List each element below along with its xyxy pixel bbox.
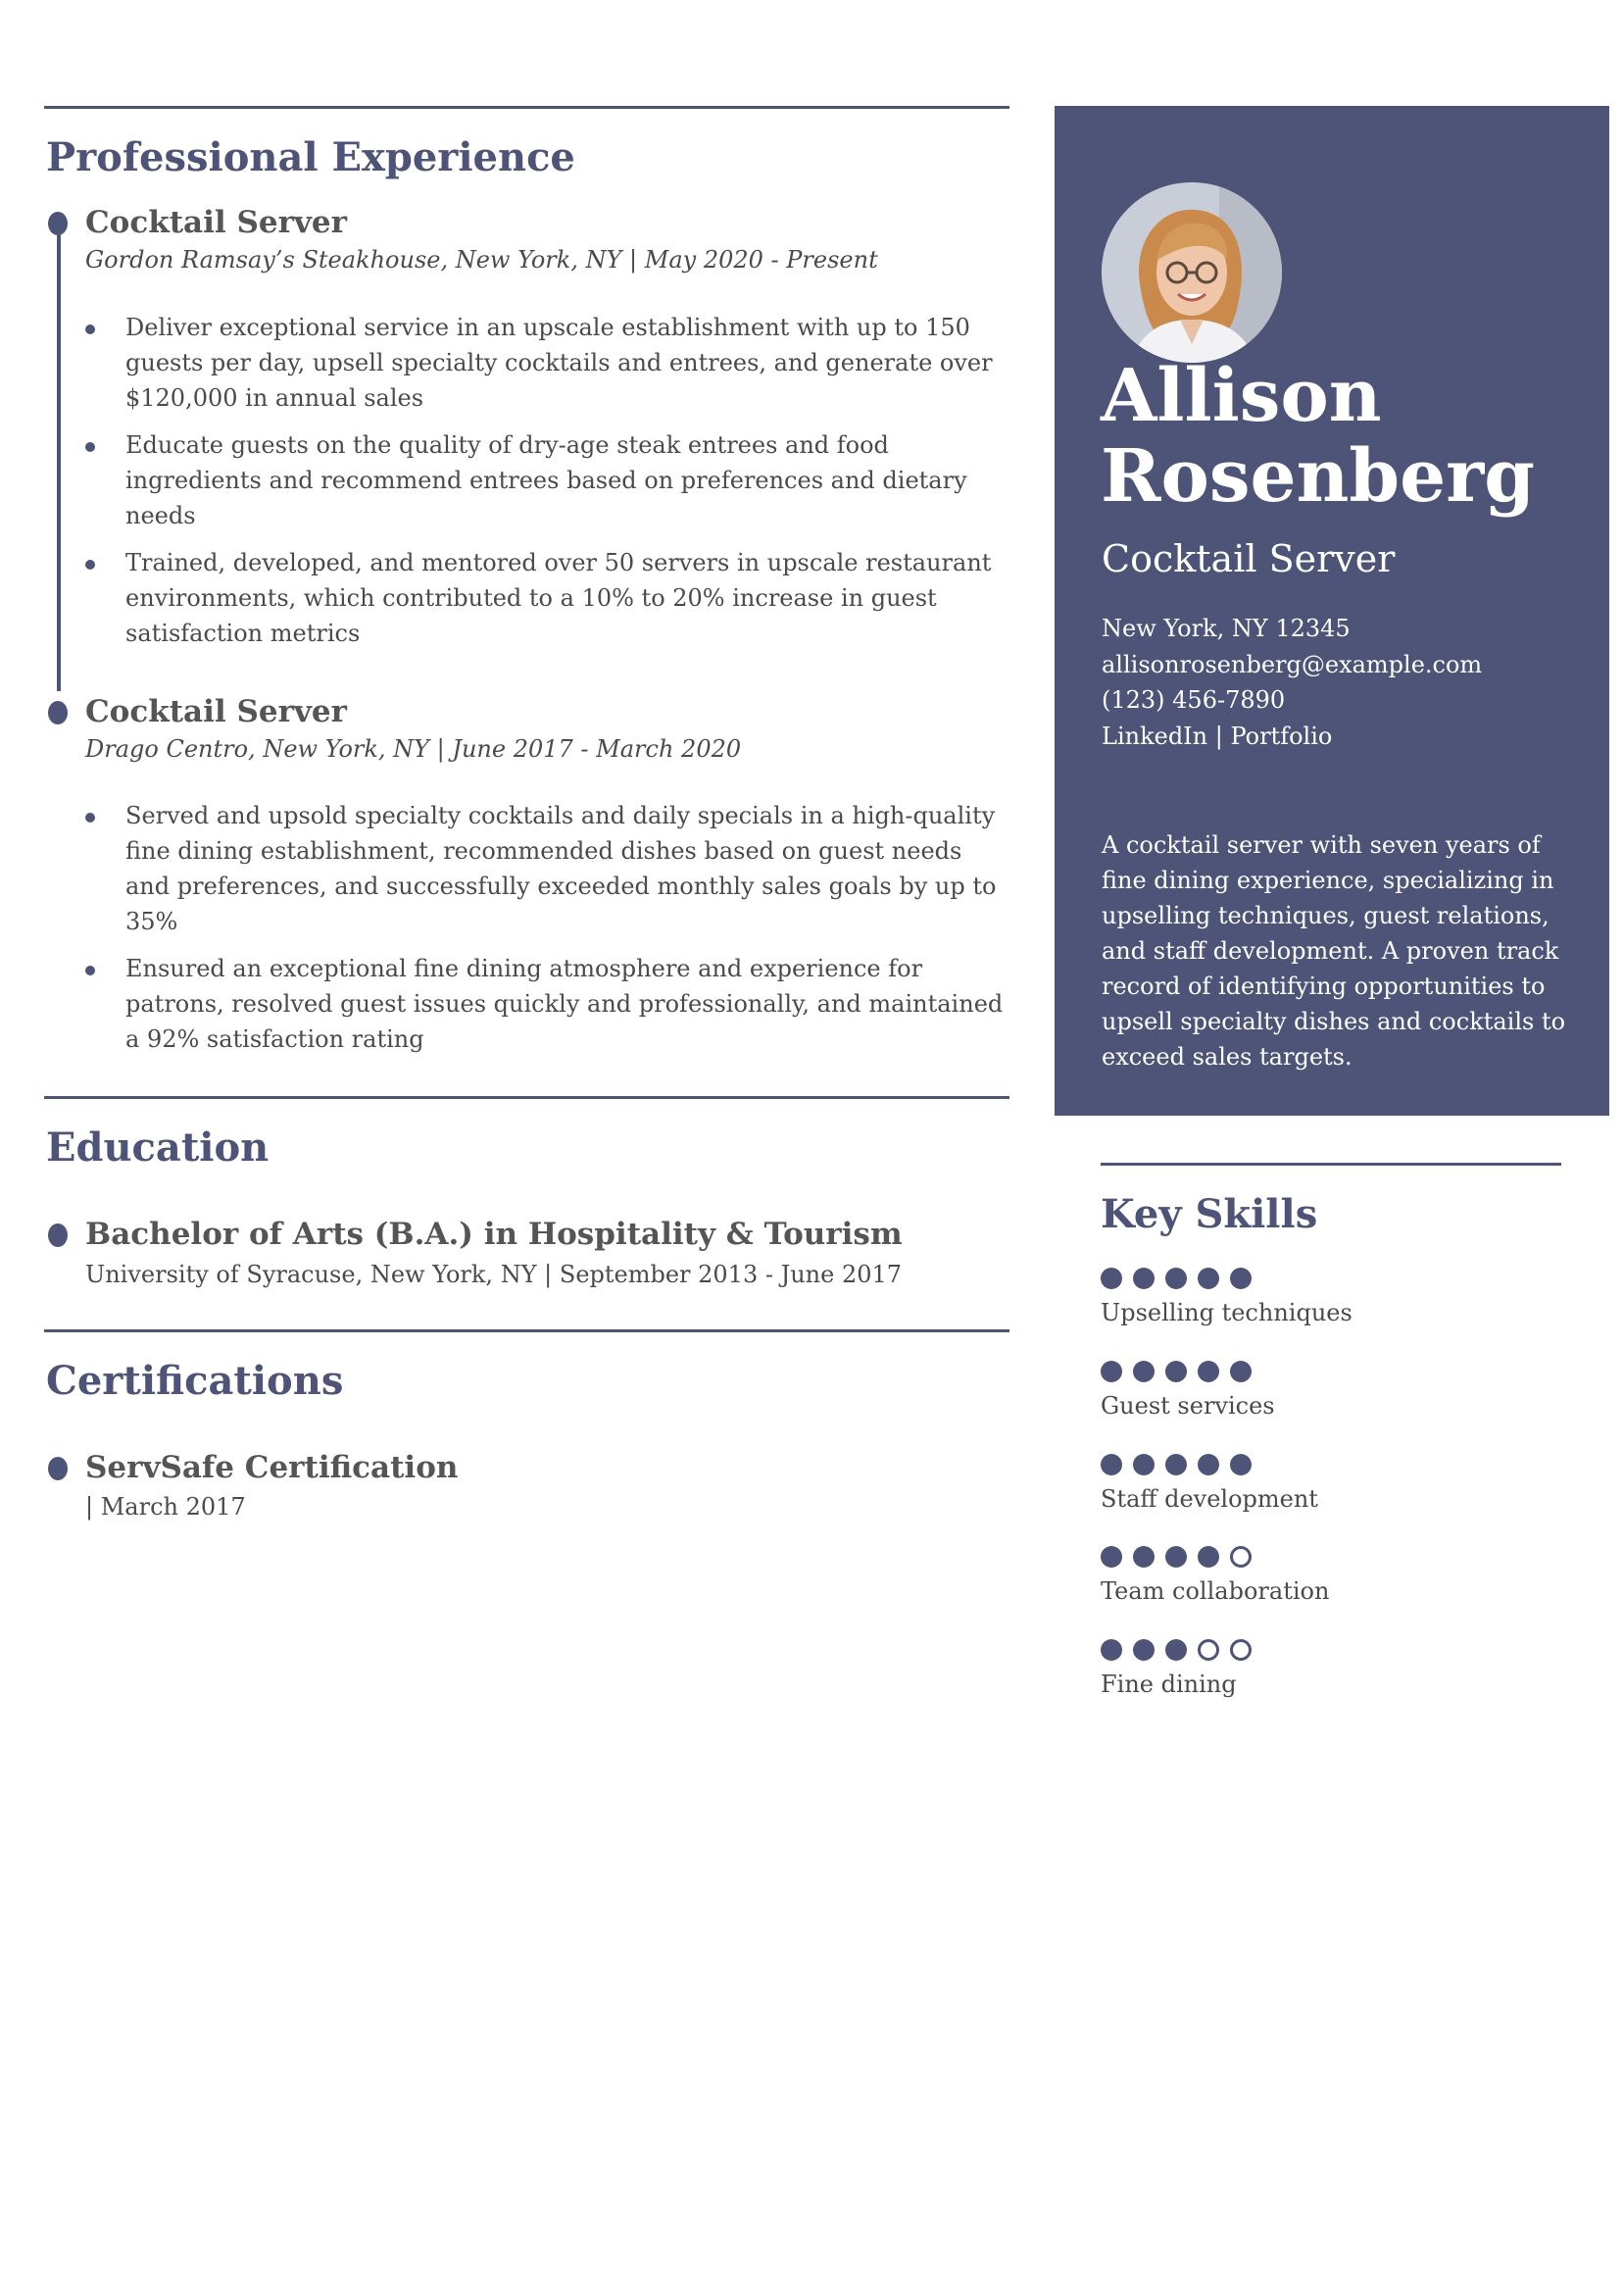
certification-title: ServSafe Certification bbox=[85, 1450, 459, 1486]
bullet-text: Deliver exceptional service in an upscale establishment with up to 150 guests per day, upsell specialty cocktails and entrees, and generate over $120,000 in annual sales bbox=[125, 313, 993, 412]
education-entry bbox=[44, 1215, 1009, 1290]
section-divider bbox=[1101, 1163, 1561, 1166]
candidate-role: Cocktail Server bbox=[1102, 537, 1396, 580]
job-bullets bbox=[85, 310, 1009, 651]
skill-label: Upselling techniques bbox=[1101, 1299, 1352, 1326]
skill-rating bbox=[1101, 1639, 1561, 1661]
job-entry bbox=[44, 692, 1009, 1058]
phone-number: (123) 456-7890 bbox=[1102, 686, 1286, 714]
skill-rating bbox=[1101, 1454, 1561, 1475]
skill-rating bbox=[1101, 1546, 1561, 1568]
rating-filled-dot-icon bbox=[1198, 1268, 1219, 1289]
rating-filled-dot-icon bbox=[1165, 1268, 1187, 1289]
rating-filled-dot-icon bbox=[1133, 1639, 1155, 1661]
education-heading: Education bbox=[46, 1124, 270, 1172]
timeline-dot bbox=[48, 212, 68, 235]
certification-entry bbox=[44, 1448, 1009, 1523]
job-employer-dates: Drago Centro, New York, NY | June 2017 - March 2020 bbox=[85, 734, 742, 763]
first-name: Allison bbox=[1101, 354, 1382, 438]
skill-item bbox=[1101, 1268, 1561, 1327]
rating-filled-dot-icon bbox=[1101, 1639, 1122, 1661]
rating-empty-dot-icon bbox=[1230, 1546, 1252, 1568]
rating-filled-dot-icon bbox=[1101, 1268, 1122, 1289]
experience-heading: Professional Experience bbox=[46, 134, 575, 180]
rating-filled-dot-icon bbox=[1165, 1546, 1187, 1568]
location: New York, NY 12345 bbox=[1102, 615, 1351, 642]
profile-sidebar bbox=[1055, 106, 1609, 1116]
rating-filled-dot-icon bbox=[1133, 1546, 1155, 1568]
rating-filled-dot-icon bbox=[1133, 1454, 1155, 1475]
skill-item bbox=[1101, 1361, 1561, 1421]
key-skills-heading: Key Skills bbox=[1101, 1191, 1318, 1237]
skill-label: Team collaboration bbox=[1101, 1577, 1330, 1606]
bullet-item bbox=[85, 798, 1009, 939]
rating-filled-dot-icon bbox=[1198, 1546, 1219, 1568]
main-column bbox=[44, 106, 1009, 1523]
certifications-section bbox=[44, 1329, 1009, 1523]
job-title: Cocktail Server bbox=[85, 205, 347, 240]
last-name: Rosenberg bbox=[1101, 434, 1535, 519]
section-divider bbox=[44, 1329, 1009, 1332]
bullet-item bbox=[85, 545, 1009, 651]
key-skills-section bbox=[1101, 1163, 1561, 1699]
rating-filled-dot-icon bbox=[1198, 1454, 1219, 1475]
entry-dot bbox=[48, 1223, 68, 1247]
rating-filled-dot-icon bbox=[1230, 1268, 1252, 1289]
job-bullets bbox=[85, 798, 1009, 1057]
job-entry bbox=[44, 203, 1009, 651]
rating-empty-dot-icon bbox=[1198, 1639, 1219, 1661]
rating-filled-dot-icon bbox=[1101, 1546, 1122, 1568]
candidate-name bbox=[1101, 356, 1591, 517]
skill-rating bbox=[1101, 1361, 1561, 1382]
section-divider bbox=[44, 106, 1009, 109]
skill-item bbox=[1101, 1546, 1561, 1606]
job-employer-dates: Gordon Ramsay’s Steakhouse, New York, NY | May 2020 - Present bbox=[85, 246, 878, 275]
job-title: Cocktail Server bbox=[85, 693, 347, 729]
bullet-item bbox=[85, 427, 1009, 533]
contact-info bbox=[1102, 611, 1482, 754]
education-section bbox=[44, 1096, 1009, 1290]
skill-rating bbox=[1101, 1268, 1561, 1289]
timeline-dot bbox=[48, 701, 68, 724]
rating-filled-dot-icon bbox=[1133, 1268, 1155, 1289]
rating-filled-dot-icon bbox=[1133, 1361, 1155, 1382]
profile-photo bbox=[1102, 182, 1282, 363]
email-link[interactable]: allisonrosenberg@example.com bbox=[1102, 650, 1483, 678]
rating-filled-dot-icon bbox=[1165, 1639, 1187, 1661]
certification-date: | March 2017 bbox=[85, 1493, 246, 1522]
rating-filled-dot-icon bbox=[1165, 1361, 1187, 1382]
bullet-text: Ensured an exceptional fine dining atmosphere and experience for patrons, resolved guest issues quickly and professionally, and maintained a 92% satisfaction rating bbox=[125, 955, 1004, 1054]
bullet-text: Educate guests on the quality of dry-age steak entrees and food ingredients and recommend entrees based on preferences and dietary needs bbox=[125, 430, 967, 529]
certifications-heading: Certifications bbox=[46, 1358, 344, 1405]
bullet-icon bbox=[85, 324, 95, 334]
school-dates: University of Syracuse, New York, NY | September 2013 - June 2017 bbox=[85, 1260, 903, 1288]
rating-filled-dot-icon bbox=[1165, 1454, 1187, 1475]
rating-filled-dot-icon bbox=[1230, 1454, 1252, 1475]
rating-filled-dot-icon bbox=[1101, 1361, 1122, 1382]
bullet-text: Served and upsold specialty cocktails and daily specials in a high-quality fine dining establishment, recommended dishes based on guest needs and preferences, and successfully exceeded monthly sales goals by up to 35% bbox=[125, 802, 997, 936]
section-divider bbox=[44, 1096, 1009, 1099]
skill-item bbox=[1101, 1454, 1561, 1514]
degree-title: Bachelor of Arts (B.A.) in Hospitality & Tourism bbox=[85, 1217, 903, 1253]
bullet-text: Trained, developed, and mentored over 50 servers in upscale restaurant environments, which contributed to a 10% to 20% increase in guest satisfaction metrics bbox=[125, 548, 992, 647]
rating-filled-dot-icon bbox=[1198, 1361, 1219, 1382]
skill-label: Fine dining bbox=[1101, 1671, 1237, 1699]
entry-dot bbox=[48, 1457, 68, 1480]
rating-empty-dot-icon bbox=[1230, 1639, 1252, 1661]
bullet-icon bbox=[85, 560, 95, 570]
person-portrait-icon bbox=[1102, 182, 1282, 363]
bullet-icon bbox=[85, 442, 95, 452]
bullet-item bbox=[85, 951, 1009, 1057]
skill-label: Staff development bbox=[1101, 1484, 1318, 1513]
profile-links[interactable]: LinkedIn | Portfolio bbox=[1102, 722, 1333, 750]
profile-summary: A cocktail server with seven years of fine dining experience, specializing in upselling techniques, guest relations, and staff development. A proven track record of identifying opportunities to upsell specialty dishes and cocktails to exceed sales targets. bbox=[1102, 831, 1566, 1071]
skill-label: Guest services bbox=[1101, 1391, 1275, 1420]
rating-filled-dot-icon bbox=[1101, 1454, 1122, 1475]
bullet-icon bbox=[85, 966, 95, 975]
rating-filled-dot-icon bbox=[1230, 1361, 1252, 1382]
skill-item bbox=[1101, 1639, 1561, 1699]
bullet-icon bbox=[85, 813, 95, 823]
experience-timeline bbox=[44, 203, 1009, 1057]
skill-list bbox=[1101, 1268, 1561, 1699]
bullet-item bbox=[85, 310, 1009, 416]
